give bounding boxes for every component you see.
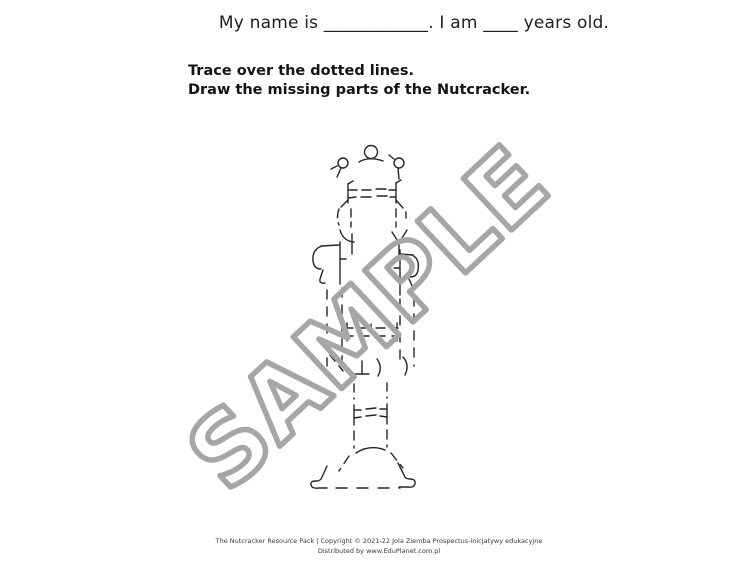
sample-watermark: SAMPLE xyxy=(166,124,570,512)
hat-brim xyxy=(341,180,403,208)
footer-copyright-line: The Nutcracker Resource Pack | Copyright © 2021-22 Jola Ziemba Prospectus-inicjatywy edukacyjne xyxy=(215,537,543,545)
footer xyxy=(0,536,750,556)
footer-distribution-line: Distributed by www.EduPlanet.com.pl xyxy=(317,547,441,555)
crown-pompoms xyxy=(331,146,404,180)
base-pedestal xyxy=(311,463,415,488)
instruction-line-1: Trace over the dotted lines. xyxy=(188,63,414,79)
instruction-line-2: Draw the missing parts of the Nutcracker. xyxy=(188,82,531,98)
name-and-age-line: My name is ____________. I am ____ years old. xyxy=(218,13,610,33)
